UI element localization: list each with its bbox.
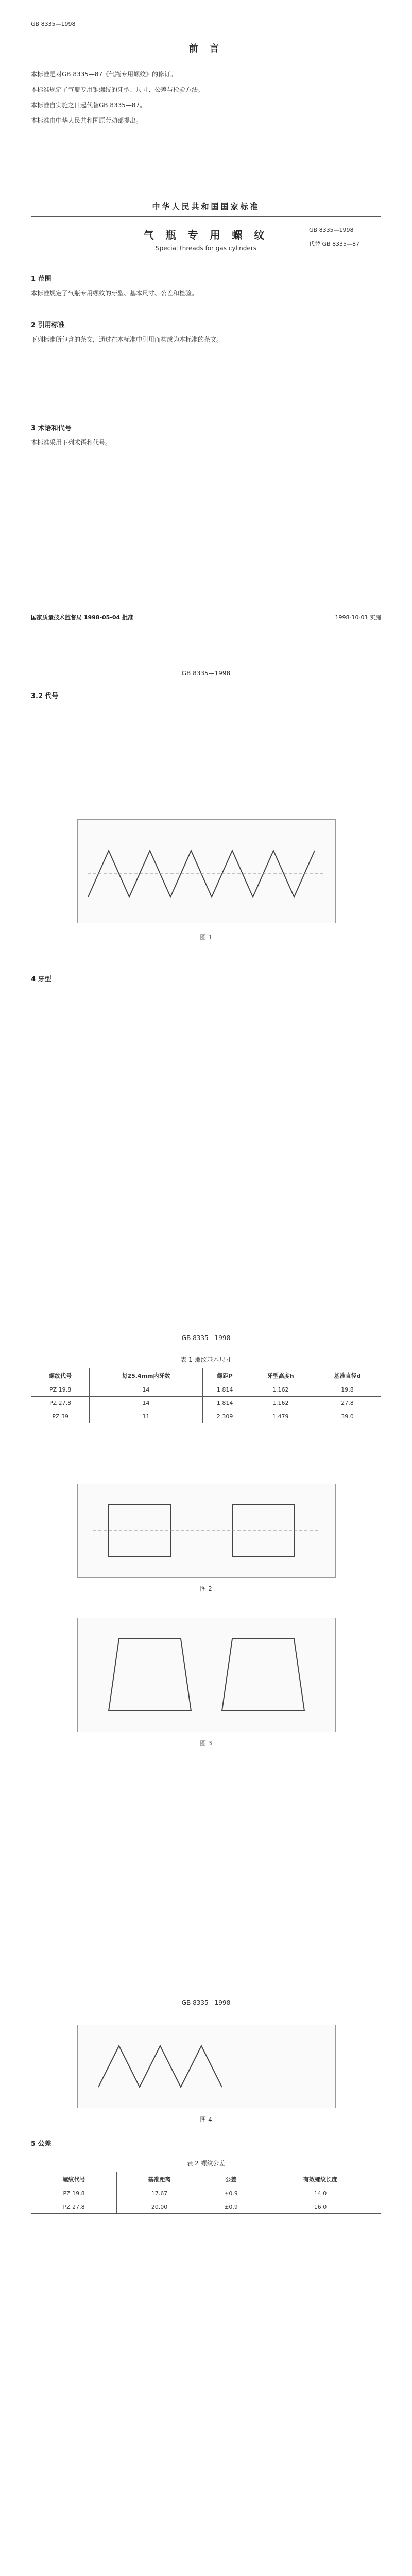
- table-header: 每25.4mm内牙数: [90, 1368, 203, 1383]
- thread-dimension-table: [31, 1368, 381, 1423]
- thread-profile-drawing: [78, 820, 335, 923]
- standard-code: GB 8335—1998: [309, 227, 354, 233]
- table-row: [31, 1383, 381, 1397]
- table-cell: 14: [90, 1383, 203, 1397]
- implementation-date: 1998-10-01 实施: [335, 614, 381, 621]
- figure-caption: 图 2: [200, 1585, 212, 1592]
- section-heading: 1 范围: [31, 275, 52, 283]
- table-cell: ±0.9: [202, 2200, 260, 2214]
- table-header: 公差: [202, 2172, 260, 2187]
- table-cell: 16.0: [260, 2200, 381, 2214]
- table-cell: PZ 27.8: [31, 2200, 117, 2214]
- preface-para: 本标准规定了气瓶专用锥螺纹的牙型、尺寸、公差与检验方法。: [31, 86, 204, 93]
- table-header: 有效螺纹长度: [260, 2172, 381, 2187]
- table-header: 螺纹代号: [31, 2172, 117, 2187]
- section-heading: 2 引用标准: [31, 321, 65, 329]
- table-cell: PZ 19.8: [31, 2187, 117, 2200]
- table-cell: ±0.9: [202, 2187, 260, 2200]
- table-cell: 20.00: [117, 2200, 202, 2214]
- page-2: [0, 665, 412, 1324]
- page-std-code: GB 8335—1998: [181, 670, 231, 677]
- figure-caption: 图 1: [200, 934, 212, 941]
- org-name: 中华人民共和国国家标准: [152, 202, 260, 211]
- table-row: [31, 2200, 381, 2214]
- table-header: 基准距离: [117, 2172, 202, 2187]
- table-cell: 1.814: [202, 1397, 247, 1410]
- std-code: GB 8335—1998: [31, 21, 76, 27]
- table-title: 表 2 螺纹公差: [186, 2160, 226, 2167]
- table-header: 牙型高度h: [247, 1368, 314, 1383]
- gauge-diagram: [77, 1484, 336, 1578]
- section-text: 本标准规定了气瓶专用螺纹的牙型、基本尺寸、公差和检验。: [31, 290, 198, 297]
- divider: [31, 216, 381, 217]
- preface-title: 前 言: [188, 43, 224, 54]
- section-text: 下列标准所包含的条文，通过在本标准中引用而构成为本标准的条文。: [31, 336, 223, 343]
- table-cell: 11: [90, 1410, 203, 1423]
- table-cell: 19.8: [314, 1383, 381, 1397]
- table-cell: 14: [90, 1397, 203, 1410]
- table-cell: PZ 19.8: [31, 1383, 90, 1397]
- approval-text: 国家质量技术监督局 1998-05-04 批准: [31, 614, 134, 621]
- table-cell: PZ 27.8: [31, 1397, 90, 1410]
- thread-diagram: [77, 819, 336, 923]
- preface-para: 本标准自实施之日起代替GB 8335—87。: [31, 101, 146, 109]
- standard-title: 气 瓶 专 用 螺 纹: [143, 229, 269, 241]
- table-cell: 14.0: [260, 2187, 381, 2200]
- table-title: 表 1 螺纹基本尺寸: [180, 1356, 232, 1363]
- thread-detail-diagram: [77, 2025, 336, 2108]
- figure-caption: 图 3: [200, 1740, 212, 1747]
- figure-caption: 图 4: [200, 2116, 212, 2123]
- page-std-code: GB 8335—1998: [181, 1334, 231, 1342]
- table-header: 螺纹代号: [31, 1368, 90, 1383]
- thread-detail-drawing: [78, 2025, 335, 2108]
- gauge-drawing: [78, 1484, 335, 1577]
- replace-code: 代替 GB 8335—87: [309, 241, 360, 247]
- table-cell: PZ 39: [31, 1410, 90, 1423]
- table-cell: 27.8: [314, 1397, 381, 1410]
- table-header: 基准直径d: [314, 1368, 381, 1383]
- table-cell: 1.814: [202, 1383, 247, 1397]
- table-cell: 39.0: [314, 1410, 381, 1423]
- page-1: [0, 0, 412, 659]
- section-text: 本标准采用下列术语和代号。: [31, 439, 112, 446]
- preface-para: 本标准由中华人民共和国原劳动部提出。: [31, 117, 143, 124]
- table-header: 螺距P: [202, 1368, 247, 1383]
- page-4: [0, 1994, 412, 2576]
- table-cell: 1.479: [247, 1410, 314, 1423]
- section-heading: 3 术语和代号: [31, 425, 72, 432]
- tolerance-table: [31, 2172, 381, 2214]
- page-3: [0, 1329, 412, 1989]
- preface-para: 本标准是对GB 8335—87《气瓶专用螺纹》的修订。: [31, 71, 177, 78]
- page-std-code: GB 8335—1998: [181, 1999, 231, 2006]
- gauge-drawing-2: [78, 1618, 335, 1732]
- table-cell: 1.162: [247, 1383, 314, 1397]
- table-row: [31, 1397, 381, 1410]
- table-cell: 1.162: [247, 1397, 314, 1410]
- table-row: [31, 1410, 381, 1423]
- gauge-diagram-2: [77, 1618, 336, 1732]
- section-heading: 5 公差: [31, 2140, 52, 2148]
- table-cell: 17.67: [117, 2187, 202, 2200]
- table-row: [31, 2187, 381, 2200]
- table-cell: 2.309: [202, 1410, 247, 1423]
- section-heading: 3.2 代号: [31, 692, 59, 700]
- standard-subtitle: Special threads for gas cylinders: [156, 245, 256, 252]
- section-heading: 4 牙型: [31, 976, 52, 984]
